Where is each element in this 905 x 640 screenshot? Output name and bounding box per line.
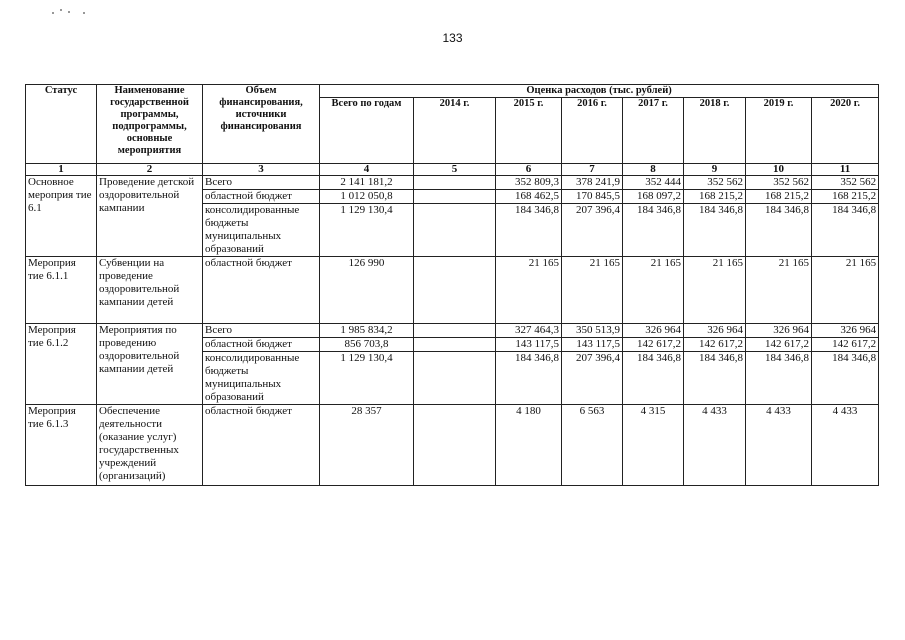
value-cell: 21 165 <box>812 257 879 324</box>
value-cell: 352 562 <box>746 176 812 190</box>
header-name: Наименование государственной программы, подпрограммы, основные мероприятия <box>97 85 203 164</box>
header-row-1 <box>26 85 879 98</box>
column-number: 3 <box>203 164 320 176</box>
source-cell: областной бюджет <box>203 405 320 486</box>
table-row <box>26 176 879 190</box>
value-cell: 21 165 <box>746 257 812 324</box>
column-number: 10 <box>746 164 812 176</box>
column-number: 7 <box>562 164 623 176</box>
source-cell: областной бюджет <box>203 190 320 204</box>
value-cell: 21 165 <box>562 257 623 324</box>
value-cell: 184 346,8 <box>496 204 562 257</box>
header-year: 2016 г. <box>562 98 623 164</box>
table-row <box>26 405 879 486</box>
value-cell: 326 964 <box>812 324 879 338</box>
column-number: 5 <box>414 164 496 176</box>
value-cell <box>414 324 496 338</box>
value-cell: 142 617,2 <box>746 338 812 352</box>
header-year: 2014 г. <box>414 98 496 164</box>
name-cell: Проведение детской оздоровительной кампании <box>97 176 203 257</box>
header-year: 2019 г. <box>746 98 812 164</box>
value-cell: 142 617,2 <box>684 338 746 352</box>
scan-speck <box>68 11 70 13</box>
column-number: 1 <box>26 164 97 176</box>
value-cell: 326 964 <box>623 324 684 338</box>
column-number-row <box>26 164 879 176</box>
value-cell: 184 346,8 <box>746 204 812 257</box>
header-total: Всего по годам <box>320 98 414 164</box>
page-number: 133 <box>442 31 463 45</box>
column-number: 4 <box>320 164 414 176</box>
value-cell: 184 346,8 <box>684 352 746 405</box>
value-cell: 184 346,8 <box>812 204 879 257</box>
status-cell: Мероприя тие 6.1.3 <box>26 405 97 486</box>
total-cell: 1 129 130,4 <box>320 204 414 257</box>
value-cell: 326 964 <box>746 324 812 338</box>
header-year: 2018 г. <box>684 98 746 164</box>
name-cell: Обеспечение деятельности (оказание услуг) государственных учреждений (организаций) <box>97 405 203 486</box>
column-number: 8 <box>623 164 684 176</box>
value-cell: 184 346,8 <box>623 352 684 405</box>
column-number: 2 <box>97 164 203 176</box>
header-year: 2020 г. <box>812 98 879 164</box>
value-cell: 184 346,8 <box>623 204 684 257</box>
value-cell: 6 563 <box>562 405 623 486</box>
value-cell: 143 117,5 <box>562 338 623 352</box>
total-cell: 1 012 050,8 <box>320 190 414 204</box>
column-number: 6 <box>496 164 562 176</box>
value-cell: 4 433 <box>684 405 746 486</box>
value-cell: 21 165 <box>623 257 684 324</box>
source-cell: областной бюджет <box>203 257 320 324</box>
value-cell: 168 462,5 <box>496 190 562 204</box>
value-cell <box>414 176 496 190</box>
total-cell: 28 357 <box>320 405 414 486</box>
value-cell <box>414 257 496 324</box>
value-cell: 4 433 <box>746 405 812 486</box>
total-cell: 1 129 130,4 <box>320 352 414 405</box>
value-cell: 327 464,3 <box>496 324 562 338</box>
value-cell: 168 215,2 <box>684 190 746 204</box>
value-cell: 326 964 <box>684 324 746 338</box>
value-cell: 207 396,4 <box>562 204 623 257</box>
value-cell <box>414 204 496 257</box>
value-cell: 4 315 <box>623 405 684 486</box>
value-cell: 4 433 <box>812 405 879 486</box>
source-cell: областной бюджет <box>203 338 320 352</box>
value-cell: 184 346,8 <box>812 352 879 405</box>
header-year: 2017 г. <box>623 98 684 164</box>
value-cell: 4 180 <box>496 405 562 486</box>
source-cell: Всего <box>203 324 320 338</box>
value-cell: 142 617,2 <box>812 338 879 352</box>
header-status: Статус <box>26 85 97 164</box>
value-cell: 352 809,3 <box>496 176 562 190</box>
total-cell: 856 703,8 <box>320 338 414 352</box>
scan-speck <box>52 12 54 14</box>
value-cell: 352 562 <box>812 176 879 190</box>
header-estimate: Оценка расходов (тыс. рублей) <box>320 85 879 98</box>
source-cell: консолидированные бюджеты муниципальных образований <box>203 204 320 257</box>
value-cell: 170 845,5 <box>562 190 623 204</box>
status-cell: Основное мероприя тие 6.1 <box>26 176 97 257</box>
column-number: 11 <box>812 164 879 176</box>
value-cell: 352 562 <box>684 176 746 190</box>
source-cell: Всего <box>203 176 320 190</box>
value-cell: 168 097,2 <box>623 190 684 204</box>
value-cell: 184 346,8 <box>496 352 562 405</box>
value-cell: 21 165 <box>496 257 562 324</box>
scan-speck <box>83 12 85 14</box>
value-cell <box>414 190 496 204</box>
scan-speck <box>60 9 62 11</box>
value-cell <box>414 352 496 405</box>
value-cell: 207 396,4 <box>562 352 623 405</box>
column-number: 9 <box>684 164 746 176</box>
status-cell: Мероприя тие 6.1.2 <box>26 324 97 405</box>
value-cell: 143 117,5 <box>496 338 562 352</box>
header-year: 2015 г. <box>496 98 562 164</box>
header-funding: Объем финансирования, источники финансирования <box>203 85 320 164</box>
value-cell: 184 346,8 <box>746 352 812 405</box>
value-cell: 168 215,2 <box>812 190 879 204</box>
value-cell: 168 215,2 <box>746 190 812 204</box>
total-cell: 2 141 181,2 <box>320 176 414 190</box>
status-cell: Мероприя тие 6.1.1 <box>26 257 97 324</box>
total-cell: 1 985 834,2 <box>320 324 414 338</box>
value-cell <box>414 405 496 486</box>
value-cell <box>414 338 496 352</box>
table-row <box>26 324 879 338</box>
value-cell: 142 617,2 <box>623 338 684 352</box>
value-cell: 352 444 <box>623 176 684 190</box>
expenditure-table <box>25 84 879 486</box>
name-cell: Субвенции на проведение оздоровительной кампании детей <box>97 257 203 324</box>
table-row <box>26 257 879 324</box>
name-cell: Мероприятия по проведению оздоровительной кампании детей <box>97 324 203 405</box>
value-cell: 378 241,9 <box>562 176 623 190</box>
value-cell: 184 346,8 <box>684 204 746 257</box>
value-cell: 21 165 <box>684 257 746 324</box>
value-cell: 350 513,9 <box>562 324 623 338</box>
total-cell: 126 990 <box>320 257 414 324</box>
source-cell: консолидированные бюджеты муниципальных образований <box>203 352 320 405</box>
